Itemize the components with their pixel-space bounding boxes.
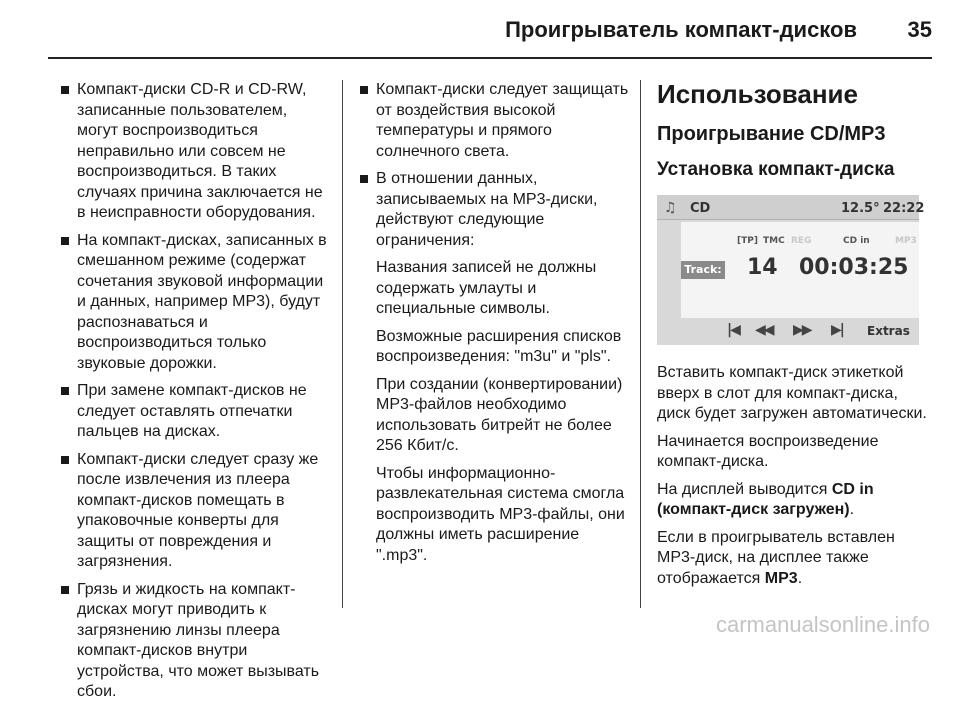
sub-paragraph: При создании (конвертировании) MP3-файлов необходимо использовать битрейт не более 256 Кбит/с.: [376, 375, 623, 454]
cd-in-indicator: CD in: [843, 236, 870, 246]
sub-paragraph: Чтобы информационно-развлекательная система смогла воспроизводить MP3-файлы, они должны иметь расширение ".mp3".: [376, 464, 625, 564]
column-divider: [342, 80, 343, 608]
page-title: Проигрыватель компакт-дисков: [505, 17, 857, 42]
display-temperature: 12.5°: [841, 201, 880, 216]
radio-display-illustration: [657, 195, 925, 345]
paragraph: Вставить компакт-диск этикеткой вверх в слот для компакт-диска, диск будет загружен автоматически.: [657, 364, 927, 422]
sub-paragraph: Возможные расширения списков воспроизведения: "m3u" и "pls".: [376, 327, 622, 365]
paragraph: На дисплей выводится CD in (компакт-диск загружен).: [657, 480, 874, 518]
reg-indicator: REG: [791, 236, 812, 246]
track-time: 00:03:25: [799, 255, 909, 280]
display-source: CD: [690, 201, 711, 216]
section-heading: Использование: [657, 79, 858, 109]
track-number: 14: [747, 255, 778, 280]
topic-heading: Установка компакт-диска: [657, 159, 895, 180]
column-1: [60, 80, 330, 710]
display-clock: 22:22: [883, 201, 925, 216]
bold-term: MP3: [764, 569, 798, 587]
column-3: [657, 80, 927, 596]
display-status-bar: [657, 195, 925, 220]
bold-term: CD in (компакт-диск загружен): [657, 480, 874, 518]
subsection-heading: Проигрывание CD/MP3: [657, 123, 886, 145]
paragraph: Начинается воспроизведение компакт-диска.: [657, 432, 879, 470]
paragraph: Если в проигрыватель вставлен MP3-диск, на дисплее также отображается MP3.: [657, 528, 895, 587]
bullet-item: Грязь и жидкость на компакт-дисках могут приводить к загрязнению линзы плеера компакт-дисков внутри устройства, что может вызывать сбои.: [60, 580, 330, 703]
column-divider: [640, 80, 641, 608]
music-note-icon: ♫: [664, 200, 677, 216]
bullet-item: Компакт-диски следует сразу же после извлечения из плеера компакт-дисков помещать в упаковочные конверты для защиты от повреждения и загрязнения.: [60, 450, 330, 573]
extras-label: Extras: [867, 324, 910, 338]
bullet-item: Компакт-диски следует защищать от воздействия высокой температуры и прямого солнечного света.: [359, 80, 631, 162]
header-rule: [48, 57, 932, 59]
column-2: [359, 80, 631, 573]
fast-forward-icon: ▶▶: [793, 322, 811, 338]
mp3-indicator: MP3: [895, 236, 917, 246]
page-number: 35: [907, 17, 932, 42]
rewind-icon: ◀◀: [755, 322, 773, 338]
bullet-item: На компакт-дисках, записанных в смешанном режиме (содержат сочетания звуковой информации и данных, например MP3), будут распознаваться и воспроизводиться только звуковые дорожки.: [60, 231, 330, 375]
next-track-icon: ▶|: [831, 322, 843, 338]
bullet-item: При замене компакт-дисков не следует оставлять отпечатки пальцев на дисках.: [60, 381, 330, 443]
bullet-item: Компакт-диски CD-R и CD-RW, записанные пользователем, могут воспроизводиться неправильно или совсем не воспроизводиться. В таких случаях причина заключается не в неисправности оборудования.: [60, 80, 330, 224]
watermark: carmanualsonline.info: [715, 612, 930, 637]
tmc-indicator: TMC: [763, 236, 785, 246]
track-label: Track:: [681, 261, 725, 279]
sub-paragraph: Названия записей не должны содержать умлауты и специальные символы.: [376, 259, 597, 317]
bullet-item: В отношении данных, записываемых на MP3-диски, действуют следующие ограничения:: [359, 169, 631, 251]
tp-indicator: [TP]: [737, 236, 758, 246]
previous-track-icon: |◀: [727, 322, 739, 338]
